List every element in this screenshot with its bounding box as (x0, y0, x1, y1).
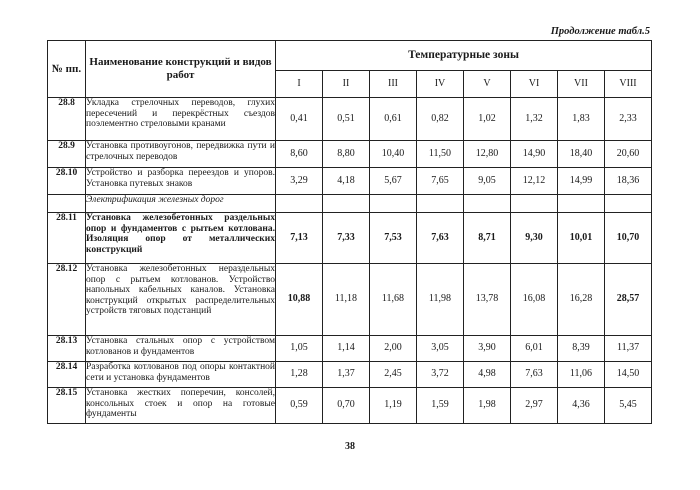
zone-value: 11,37 (605, 336, 652, 362)
zone-value: 10,88 (276, 264, 323, 336)
header-zone: II (323, 71, 370, 98)
zone-value: 9,30 (511, 213, 558, 264)
zone-value: 1,32 (511, 98, 558, 141)
zone-value: 0,70 (323, 388, 370, 424)
zone-value: 11,18 (323, 264, 370, 336)
zone-value: 14,99 (558, 168, 605, 195)
zone-value: 7,63 (511, 362, 558, 388)
continuation-label: Продолжение табл.5 (550, 26, 650, 37)
row-number: 28.10 (48, 168, 86, 195)
work-name: Установка железобетонных нераздельных опор с рытьем котлованов. Устройство напольных кабельных каналов. Установка конструкций открытых распределительных устройств тяговых подстанций (86, 264, 276, 336)
zone-value: 4,18 (323, 168, 370, 195)
zone-value: 11,68 (370, 264, 417, 336)
zone-value: 1,37 (323, 362, 370, 388)
zone-value: 5,45 (605, 388, 652, 424)
zone-value (464, 195, 511, 213)
header-zone: VII (558, 71, 605, 98)
zone-value: 10,70 (605, 213, 652, 264)
zone-value: 11,98 (417, 264, 464, 336)
zone-value (417, 195, 464, 213)
work-name: Устройство и разборка переездов и упоров. Установка путевых знаков (86, 168, 276, 195)
zone-value: 1,98 (464, 388, 511, 424)
zone-value: 0,51 (323, 98, 370, 141)
zone-value: 2,00 (370, 336, 417, 362)
table-row (48, 168, 652, 195)
zone-value: 5,67 (370, 168, 417, 195)
table-row (48, 98, 652, 141)
zone-value: 8,71 (464, 213, 511, 264)
zone-value: 3,90 (464, 336, 511, 362)
zone-value: 12,12 (511, 168, 558, 195)
section-title: Электрификация железных дорог (86, 195, 276, 213)
zone-value: 7,65 (417, 168, 464, 195)
header-zone: IV (417, 71, 464, 98)
table-row (48, 213, 652, 264)
zone-value: 0,59 (276, 388, 323, 424)
zone-value: 1,59 (417, 388, 464, 424)
work-name: Разработка котлованов под опоры контактной сети и установка фундаментов (86, 362, 276, 388)
row-number: 28.8 (48, 98, 86, 141)
zone-value: 14,50 (605, 362, 652, 388)
zone-value: 1,05 (276, 336, 323, 362)
page-number: 38 (345, 441, 355, 452)
zone-value (511, 195, 558, 213)
zone-value: 2,45 (370, 362, 417, 388)
work-name: Установка железобетонных раздельных опор и фундаментов с рытьем котлована. Изоляция опор от металлических конструкций (86, 213, 276, 264)
row-number: 28.9 (48, 141, 86, 168)
zone-value (323, 195, 370, 213)
zone-value (370, 195, 417, 213)
table-row (48, 336, 652, 362)
zone-value: 4,98 (464, 362, 511, 388)
header-zone: V (464, 71, 511, 98)
header-name: Наименование конструкций и видов работ (86, 41, 276, 98)
header-zone: I (276, 71, 323, 98)
zone-value: 1,83 (558, 98, 605, 141)
zone-value: 12,80 (464, 141, 511, 168)
zone-value: 11,06 (558, 362, 605, 388)
zone-value: 7,33 (323, 213, 370, 264)
work-name: Установка противоугонов, передвижка пути и стрелочных переводов (86, 141, 276, 168)
header-num: № пп. (48, 41, 86, 98)
row-number: 28.11 (48, 213, 86, 264)
zone-value: 10,40 (370, 141, 417, 168)
table-row (48, 362, 652, 388)
table-row (48, 264, 652, 336)
work-name: Установка стальных опор с устройством котлованов и фундаментов (86, 336, 276, 362)
row-number: 28.14 (48, 362, 86, 388)
header-zone: VI (511, 71, 558, 98)
row-number: 28.15 (48, 388, 86, 424)
zone-value: 1,28 (276, 362, 323, 388)
section-row (48, 195, 652, 213)
zone-value (558, 195, 605, 213)
zone-value: 8,80 (323, 141, 370, 168)
table-row (48, 141, 652, 168)
zone-value: 3,72 (417, 362, 464, 388)
zone-value: 1,02 (464, 98, 511, 141)
zone-value: 7,63 (417, 213, 464, 264)
zone-value: 28,57 (605, 264, 652, 336)
zone-value: 0,82 (417, 98, 464, 141)
zone-value: 3,05 (417, 336, 464, 362)
zone-value: 16,28 (558, 264, 605, 336)
row-number: 28.12 (48, 264, 86, 336)
zone-value: 2,97 (511, 388, 558, 424)
zone-value: 3,29 (276, 168, 323, 195)
zone-value: 20,60 (605, 141, 652, 168)
zone-value: 18,36 (605, 168, 652, 195)
header-zone: VIII (605, 71, 652, 98)
zone-value: 2,33 (605, 98, 652, 141)
zone-value: 1,14 (323, 336, 370, 362)
zone-value: 4,36 (558, 388, 605, 424)
work-name: Установка жестких поперечин, консолей, консольных стоек и опор на готовые фундаменты (86, 388, 276, 424)
zone-value: 13,78 (464, 264, 511, 336)
zone-value: 10,01 (558, 213, 605, 264)
table-row (48, 388, 652, 424)
zone-value: 1,19 (370, 388, 417, 424)
row-number (48, 195, 86, 213)
zone-value: 7,13 (276, 213, 323, 264)
header-zone: III (370, 71, 417, 98)
zone-value: 0,61 (370, 98, 417, 141)
zone-value (276, 195, 323, 213)
zone-value: 6,01 (511, 336, 558, 362)
zone-value: 0,41 (276, 98, 323, 141)
row-number: 28.13 (48, 336, 86, 362)
zone-value (605, 195, 652, 213)
zone-value: 9,05 (464, 168, 511, 195)
zone-value: 8,60 (276, 141, 323, 168)
work-name: Укладка стрелочных переводов, глухих пересечений и перекрёстных съездов поэлементно стреловыми кранами (86, 98, 276, 141)
zone-value: 14,90 (511, 141, 558, 168)
zone-value: 7,53 (370, 213, 417, 264)
zone-value: 8,39 (558, 336, 605, 362)
temperature-zones-table (47, 40, 652, 424)
zone-value: 16,08 (511, 264, 558, 336)
zone-value: 18,40 (558, 141, 605, 168)
header-zones-title: Температурные зоны (276, 41, 652, 71)
zone-value: 11,50 (417, 141, 464, 168)
